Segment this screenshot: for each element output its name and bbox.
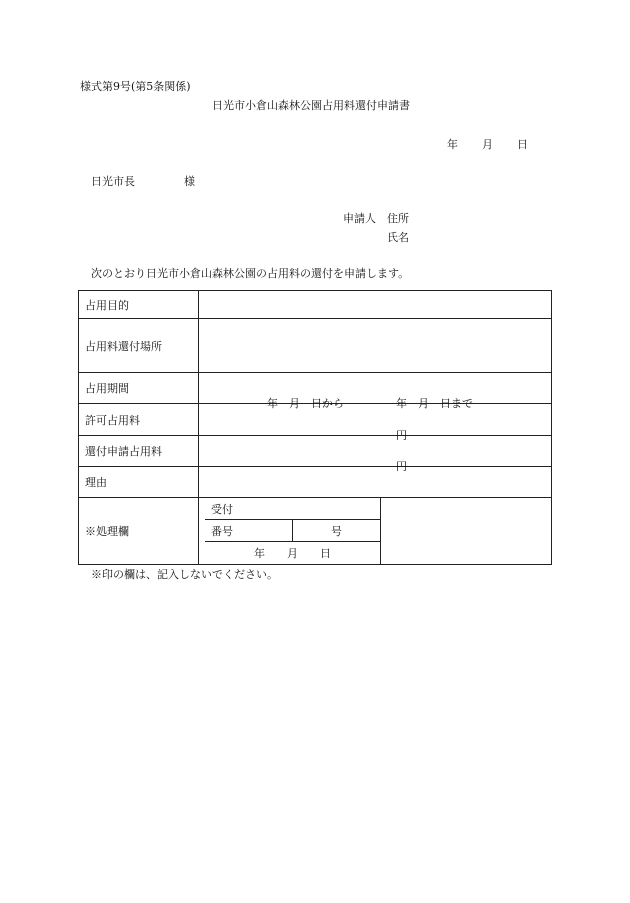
application-table (78, 290, 552, 565)
receipt-row (205, 498, 380, 520)
purpose-label: 占用目的 (79, 291, 199, 319)
processing-date: 年 月 日 (205, 542, 380, 564)
intro-text: 次のとおり日光市小倉山森林公園の占用料の還付を申請します。 (91, 267, 410, 280)
approval-stamp-box (381, 498, 545, 564)
permitted-fee-label: 許可占用料 (79, 404, 199, 436)
number-label: 番号 (205, 520, 293, 542)
receipt-table (205, 498, 380, 563)
row-period (79, 373, 552, 404)
row-reason (79, 467, 552, 498)
applicant-name-label: 氏名 (387, 231, 409, 244)
location-field[interactable] (199, 319, 552, 373)
number-row (205, 520, 380, 542)
receipt-box (205, 498, 381, 564)
row-refund-fee (79, 436, 552, 467)
purpose-field[interactable] (199, 291, 552, 319)
addressee-honorific: 様 (184, 175, 195, 188)
received-label: 受付 (211, 502, 233, 516)
applicant-address-label: 住所 (387, 212, 409, 225)
row-location (79, 319, 552, 373)
permitted-fee-field[interactable] (199, 404, 552, 442)
permitted-fee-unit: 円 (396, 428, 407, 442)
location-label: 占用料還付場所 (79, 319, 199, 373)
document-title: 日光市小倉山森林公園占用料還付申請書 (212, 99, 410, 112)
reason-label: 理由 (79, 467, 199, 498)
date-day: 日 (517, 138, 528, 151)
row-purpose (79, 291, 552, 319)
processing-area (199, 498, 552, 565)
refund-fee-unit: 円 (396, 460, 407, 473)
date-year: 年 (447, 138, 458, 151)
processing-date-row (205, 542, 380, 564)
refund-fee-field[interactable] (199, 436, 552, 473)
number-suffix: 号 (293, 520, 381, 542)
processing-label: ※処理欄 (79, 498, 199, 565)
applicant-label: 申請人 (343, 212, 376, 225)
period-field[interactable] (199, 373, 552, 410)
period-label: 占用期間 (79, 373, 199, 404)
form-number: 様式第9号(第5条関係) (80, 80, 191, 93)
refund-fee-label: 還付申請占用料 (79, 436, 199, 467)
footnote: ※印の欄は、記入しないでください。 (91, 568, 278, 581)
addressee-mayor: 日光市長 (91, 175, 135, 188)
date-month: 月 (482, 138, 493, 151)
period-start: 年 月 日から (267, 397, 344, 410)
reason-field[interactable] (199, 467, 552, 498)
row-processing (79, 498, 552, 565)
period-end: 年 月 日まで (396, 397, 473, 410)
